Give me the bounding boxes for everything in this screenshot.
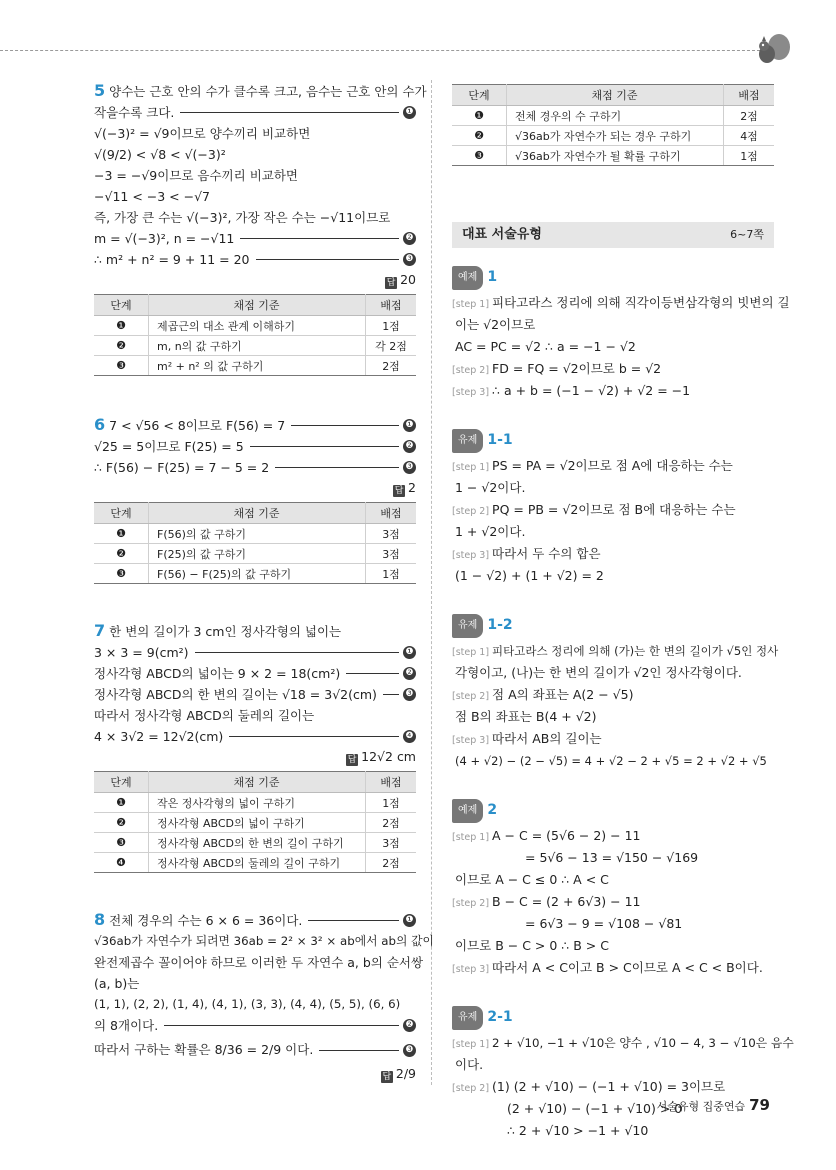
answer-icon: 답: [347, 755, 357, 765]
solution-line: 이다.: [455, 1057, 484, 1072]
solution-line: 4 × 3√2 = 12√2(cm): [94, 729, 224, 744]
solution-line: 전체 경우의 수는 6 × 6 = 36이다.: [109, 913, 303, 928]
cell-step: ❷: [452, 126, 507, 146]
cell-step: ❹: [94, 853, 149, 873]
step-label: [step 3]: [452, 735, 490, 746]
col-step-header: 단계: [94, 295, 149, 316]
cell-criteria: F(25)의 값 구하기: [149, 544, 366, 564]
solution-line: 7 < √56 < 8이므로 F(56) = 7: [109, 418, 286, 433]
solution-line: √36ab가 자연수가 되려면 36ab = 2² × 3² × ab에서 ab의 값이: [94, 934, 434, 948]
cell-criteria: 정사각형 ABCD의 둘레의 길이 구하기: [149, 853, 366, 873]
solution-line: B − C = (2 + 6√3) − 11: [492, 894, 641, 909]
solution-line: 피타고라스 정리에 의해 직각이등변삼각형의 빗변의 길: [492, 295, 790, 310]
col-criteria-header: 채점 기준: [149, 772, 366, 793]
solution-line: A − C = (5√6 − 2) − 11: [492, 828, 641, 843]
solution-line: 피타고라스 정리에 의해 (가)는 한 변의 길이가 √5인 정사: [492, 644, 779, 658]
step-label: [step 3]: [452, 964, 490, 975]
solution-line: 각형이고, (나)는 한 변의 길이가 √2인 정사각형이다.: [455, 665, 742, 680]
cell-points: 3점: [366, 833, 417, 853]
problem-number: 8: [94, 910, 106, 929]
solution-line: 따라서 두 수의 합은: [492, 546, 601, 561]
solution-line: m = √(−3)², n = −√11: [94, 231, 235, 246]
solution-line: 즉, 가장 큰 수는 √(−3)², 가장 작은 수는 −√11이므로: [94, 210, 391, 225]
problem-7: [94, 620, 416, 873]
answer: [94, 478, 416, 498]
answer-value: 2/9: [395, 1066, 416, 1081]
cell-step: ❶: [94, 316, 149, 336]
col-points-header: 배점: [366, 295, 417, 316]
cell-points: 2점: [366, 356, 417, 376]
left-column: [94, 80, 434, 1090]
solution-line: (1 − √2) + (1 + √2) = 2: [455, 568, 604, 583]
answer-value: 12√2 cm: [361, 749, 416, 764]
answer: [94, 270, 416, 290]
example-1-2: [452, 614, 779, 773]
solution-line: √(−3)² = √9이므로 양수끼리 비교하면: [94, 126, 311, 141]
solution-line: (4 + √2) − (2 − √5) = 4 + √2 − 2 + √5 = 2 + √2 + √5: [455, 754, 767, 768]
step-marker: ❸: [403, 253, 416, 266]
section-pages: 6~7쪽: [730, 228, 764, 241]
example-2: [452, 799, 774, 980]
cell-criteria: 정사각형 ABCD의 한 변의 길이 구하기: [149, 833, 366, 853]
solution-line: 따라서 AB의 길이는: [492, 731, 602, 746]
solution-line: 점 B의 좌표는 B(4 + √2): [455, 709, 597, 724]
table-row: [94, 356, 416, 376]
scoring-table: [94, 502, 416, 584]
cell-step: ❷: [94, 544, 149, 564]
step-marker: ❶: [403, 914, 416, 927]
section-title: 대표 서술유형: [462, 227, 542, 242]
table-row: [94, 853, 416, 873]
cell-points: 1점: [366, 316, 417, 336]
solution-line: 2 + √10, −1 + √10은 양수 , √10 − 4, 3 − √10은 음수: [492, 1036, 794, 1050]
answer-icon: 답: [382, 1072, 392, 1082]
solution-line: √(9/2) < √8 < √(−3)²: [94, 147, 226, 162]
solution-line: 점 A의 좌표는 A(2 − √5): [492, 687, 634, 702]
solution-line: (a, b)는: [94, 976, 140, 991]
solution-line: ∴ m² + n² = 9 + 11 = 20: [94, 252, 250, 267]
cell-step: ❸: [94, 833, 149, 853]
problem-number: 6: [94, 415, 106, 434]
page-footer: [657, 1096, 770, 1114]
solution-line: ∴ a + b = (−1 − √2) + √2 = −1: [492, 383, 691, 398]
table-row: [452, 126, 774, 146]
example-number: 1: [487, 269, 498, 285]
step-marker: ❸: [403, 461, 416, 474]
solution-line: 완전제곱수 꼴이어야 하므로 이러한 두 자연수 a, b의 순서쌍: [94, 955, 424, 970]
section-header: [452, 222, 774, 248]
table-row: [94, 544, 416, 564]
solution-line: PQ = PB = √2이므로 점 B에 대응하는 수는: [492, 502, 736, 517]
example-2-1: [452, 1006, 794, 1143]
cell-points: 1점: [724, 146, 775, 166]
example-number: 1-1: [487, 432, 513, 448]
solution-line: = 5√6 − 13 = √150 − √169: [525, 850, 699, 865]
solution-line: ∴ 2 + √10 > −1 + √10: [507, 1123, 649, 1138]
step-marker: ❸: [403, 688, 416, 701]
solution-line: 작을수록 크다.: [94, 105, 175, 120]
col-step-header: 단계: [94, 503, 149, 524]
step-label: [step 1]: [452, 647, 490, 658]
answer-value: 2: [408, 480, 416, 495]
col-points-header: 배점: [366, 503, 417, 524]
page-number: 79: [749, 1096, 770, 1114]
step-marker: ❶: [403, 419, 416, 432]
solution-line: = 6√3 − 9 = √108 − √81: [525, 916, 683, 931]
problem-number: 7: [94, 621, 106, 640]
cell-step: ❶: [94, 524, 149, 544]
solution-line: 따라서 구하는 확률은 8/36 = 2/9 이다.: [94, 1042, 314, 1057]
cell-criteria: F(56)의 값 구하기: [149, 524, 366, 544]
cell-step: ❸: [94, 356, 149, 376]
table-row: [94, 793, 416, 813]
table-row: [94, 316, 416, 336]
cell-points: 각 2점: [366, 336, 417, 356]
step-label: [step 2]: [452, 506, 490, 517]
answer: [94, 1064, 416, 1084]
cell-points: 3점: [366, 524, 417, 544]
solution-line: 1 + √2이다.: [455, 524, 526, 539]
cell-criteria: 정사각형 ABCD의 넓이 구하기: [149, 813, 366, 833]
cell-criteria: 전체 경우의 수 구하기: [507, 106, 724, 126]
step-marker: ❷: [403, 1019, 416, 1032]
step-marker: ❷: [403, 667, 416, 680]
problem-6: [94, 414, 416, 584]
solution-line: 정사각형 ABCD의 한 변의 길이는 √18 = 3√2(cm): [94, 687, 377, 702]
example-1: [452, 266, 790, 403]
cell-points: 2점: [366, 853, 417, 873]
answer-icon: 답: [386, 278, 396, 288]
example-tag: 유제: [452, 1006, 483, 1030]
table-row: [94, 564, 416, 584]
example-1-1: [452, 429, 774, 588]
table-row: [452, 106, 774, 126]
example-tag: 예제: [452, 799, 483, 823]
solution-line: (2 + √10) − (−1 + √10) > 0: [507, 1101, 683, 1116]
scoring-table: [94, 771, 416, 873]
table-row: [94, 813, 416, 833]
cell-points: 2점: [724, 106, 775, 126]
problem-8: [94, 909, 434, 1084]
col-points-header: 배점: [724, 85, 775, 106]
cell-points: 3점: [366, 544, 417, 564]
col-step-header: 단계: [452, 85, 507, 106]
solution-line: −3 = −√9이므로 음수끼리 비교하면: [94, 168, 299, 183]
step-marker: ❹: [403, 730, 416, 743]
solution-line: (1) (2 + √10) − (−1 + √10) = 3이므로: [492, 1079, 726, 1094]
example-tag: 유제: [452, 429, 483, 453]
cell-criteria: m² + n² 의 값 구하기: [149, 356, 366, 376]
table-row: [94, 524, 416, 544]
solution-line: PS = PA = √2이므로 점 A에 대응하는 수는: [492, 458, 733, 473]
solution-line: 한 변의 길이가 3 cm인 정사각형의 넓이는: [109, 624, 342, 639]
step-marker: ❶: [403, 106, 416, 119]
scoring-table: [94, 294, 416, 376]
table-row: [94, 833, 416, 853]
solution-line: 의 8개이다.: [94, 1018, 159, 1033]
step-label: [step 2]: [452, 365, 490, 376]
right-column: [452, 80, 794, 1143]
col-step-header: 단계: [94, 772, 149, 793]
solution-line: −√11 < −3 < −√7: [94, 189, 211, 204]
cell-criteria: 제곱근의 대소 관계 이해하기: [149, 316, 366, 336]
step-marker: ❸: [403, 1044, 416, 1057]
answer-icon: 답: [394, 486, 404, 496]
squirrel-mascot-icon: [752, 30, 792, 70]
solution-line: 이므로 B − C > 0 ∴ B > C: [455, 938, 609, 953]
solution-line: 따라서 정사각형 ABCD의 둘레의 길이는: [94, 708, 315, 723]
solution-line: 양수는 근호 안의 수가 클수록 크고, 음수는 근호 안의 수가: [109, 84, 427, 99]
step-label: [step 3]: [452, 387, 490, 398]
cell-step: ❷: [94, 813, 149, 833]
solution-line: FD = FQ = √2이므로 b = √2: [492, 361, 662, 376]
cell-criteria: 작은 정사각형의 넓이 구하기: [149, 793, 366, 813]
cell-step: ❸: [94, 564, 149, 584]
example-tag: 유제: [452, 614, 483, 638]
example-number: 2: [487, 802, 498, 818]
answer-value: 20: [400, 272, 416, 287]
scoring-table-problem-8: [452, 84, 774, 166]
step-label: [step 3]: [452, 550, 490, 561]
step-label: [step 1]: [452, 299, 490, 310]
col-criteria-header: 채점 기준: [149, 503, 366, 524]
solution-line: 1 − √2이다.: [455, 480, 526, 495]
solution-line: (1, 1), (2, 2), (1, 4), (4, 1), (3, 3), (4, 4), (5, 5), (6, 6): [94, 997, 401, 1011]
cell-criteria: m, n의 값 구하기: [149, 336, 366, 356]
solution-line: ∴ F(56) − F(25) = 7 − 5 = 2: [94, 460, 270, 475]
solution-line: 3 × 3 = 9(cm²): [94, 645, 189, 660]
footer-section-label: 서술유형 집중연습: [656, 1100, 746, 1113]
cell-criteria: F(56) − F(25)의 값 구하기: [149, 564, 366, 584]
solution-line: 따라서 A < C이고 B > C이므로 A < C < B이다.: [492, 960, 763, 975]
cell-step: ❶: [94, 793, 149, 813]
col-criteria-header: 채점 기준: [149, 295, 366, 316]
solution-line: AC = PC = √2 ∴ a = −1 − √2: [455, 339, 636, 354]
solution-line: √25 = 5이므로 F(25) = 5: [94, 439, 244, 454]
cell-points: 1점: [366, 793, 417, 813]
table-row: [452, 146, 774, 166]
solution-line: 정사각형 ABCD의 넓이는 9 × 2 = 18(cm²): [94, 666, 341, 681]
example-number: 1-2: [487, 617, 513, 633]
table-row: [94, 336, 416, 356]
cell-step: ❶: [452, 106, 507, 126]
example-number: 2-1: [487, 1009, 513, 1025]
step-label: [step 1]: [452, 832, 490, 843]
cell-points: 4점: [724, 126, 775, 146]
cell-criteria: √36ab가 자연수가 되는 경우 구하기: [507, 126, 724, 146]
step-marker: ❷: [403, 440, 416, 453]
solution-line: 이는 √2이므로: [455, 317, 536, 332]
cell-step: ❸: [452, 146, 507, 166]
answer: [94, 747, 416, 767]
solution-line: 이므로 A − C ≤ 0 ∴ A < C: [455, 872, 609, 887]
top-dashed-rule: [0, 50, 760, 51]
cell-step: ❷: [94, 336, 149, 356]
step-label: [step 2]: [452, 898, 490, 909]
col-points-header: 배점: [366, 772, 417, 793]
problem-number: 5: [94, 81, 106, 100]
step-label: [step 2]: [452, 691, 490, 702]
example-tag: 예제: [452, 266, 483, 290]
cell-points: 1점: [366, 564, 417, 584]
cell-points: 2점: [366, 813, 417, 833]
step-label: [step 2]: [452, 1083, 490, 1094]
col-criteria-header: 채점 기준: [507, 85, 724, 106]
step-label: [step 1]: [452, 462, 490, 473]
step-marker: ❶: [403, 646, 416, 659]
problem-5: [94, 80, 427, 376]
step-label: [step 1]: [452, 1039, 490, 1050]
cell-criteria: √36ab가 자연수가 될 확률 구하기: [507, 146, 724, 166]
step-marker: ❷: [403, 232, 416, 245]
